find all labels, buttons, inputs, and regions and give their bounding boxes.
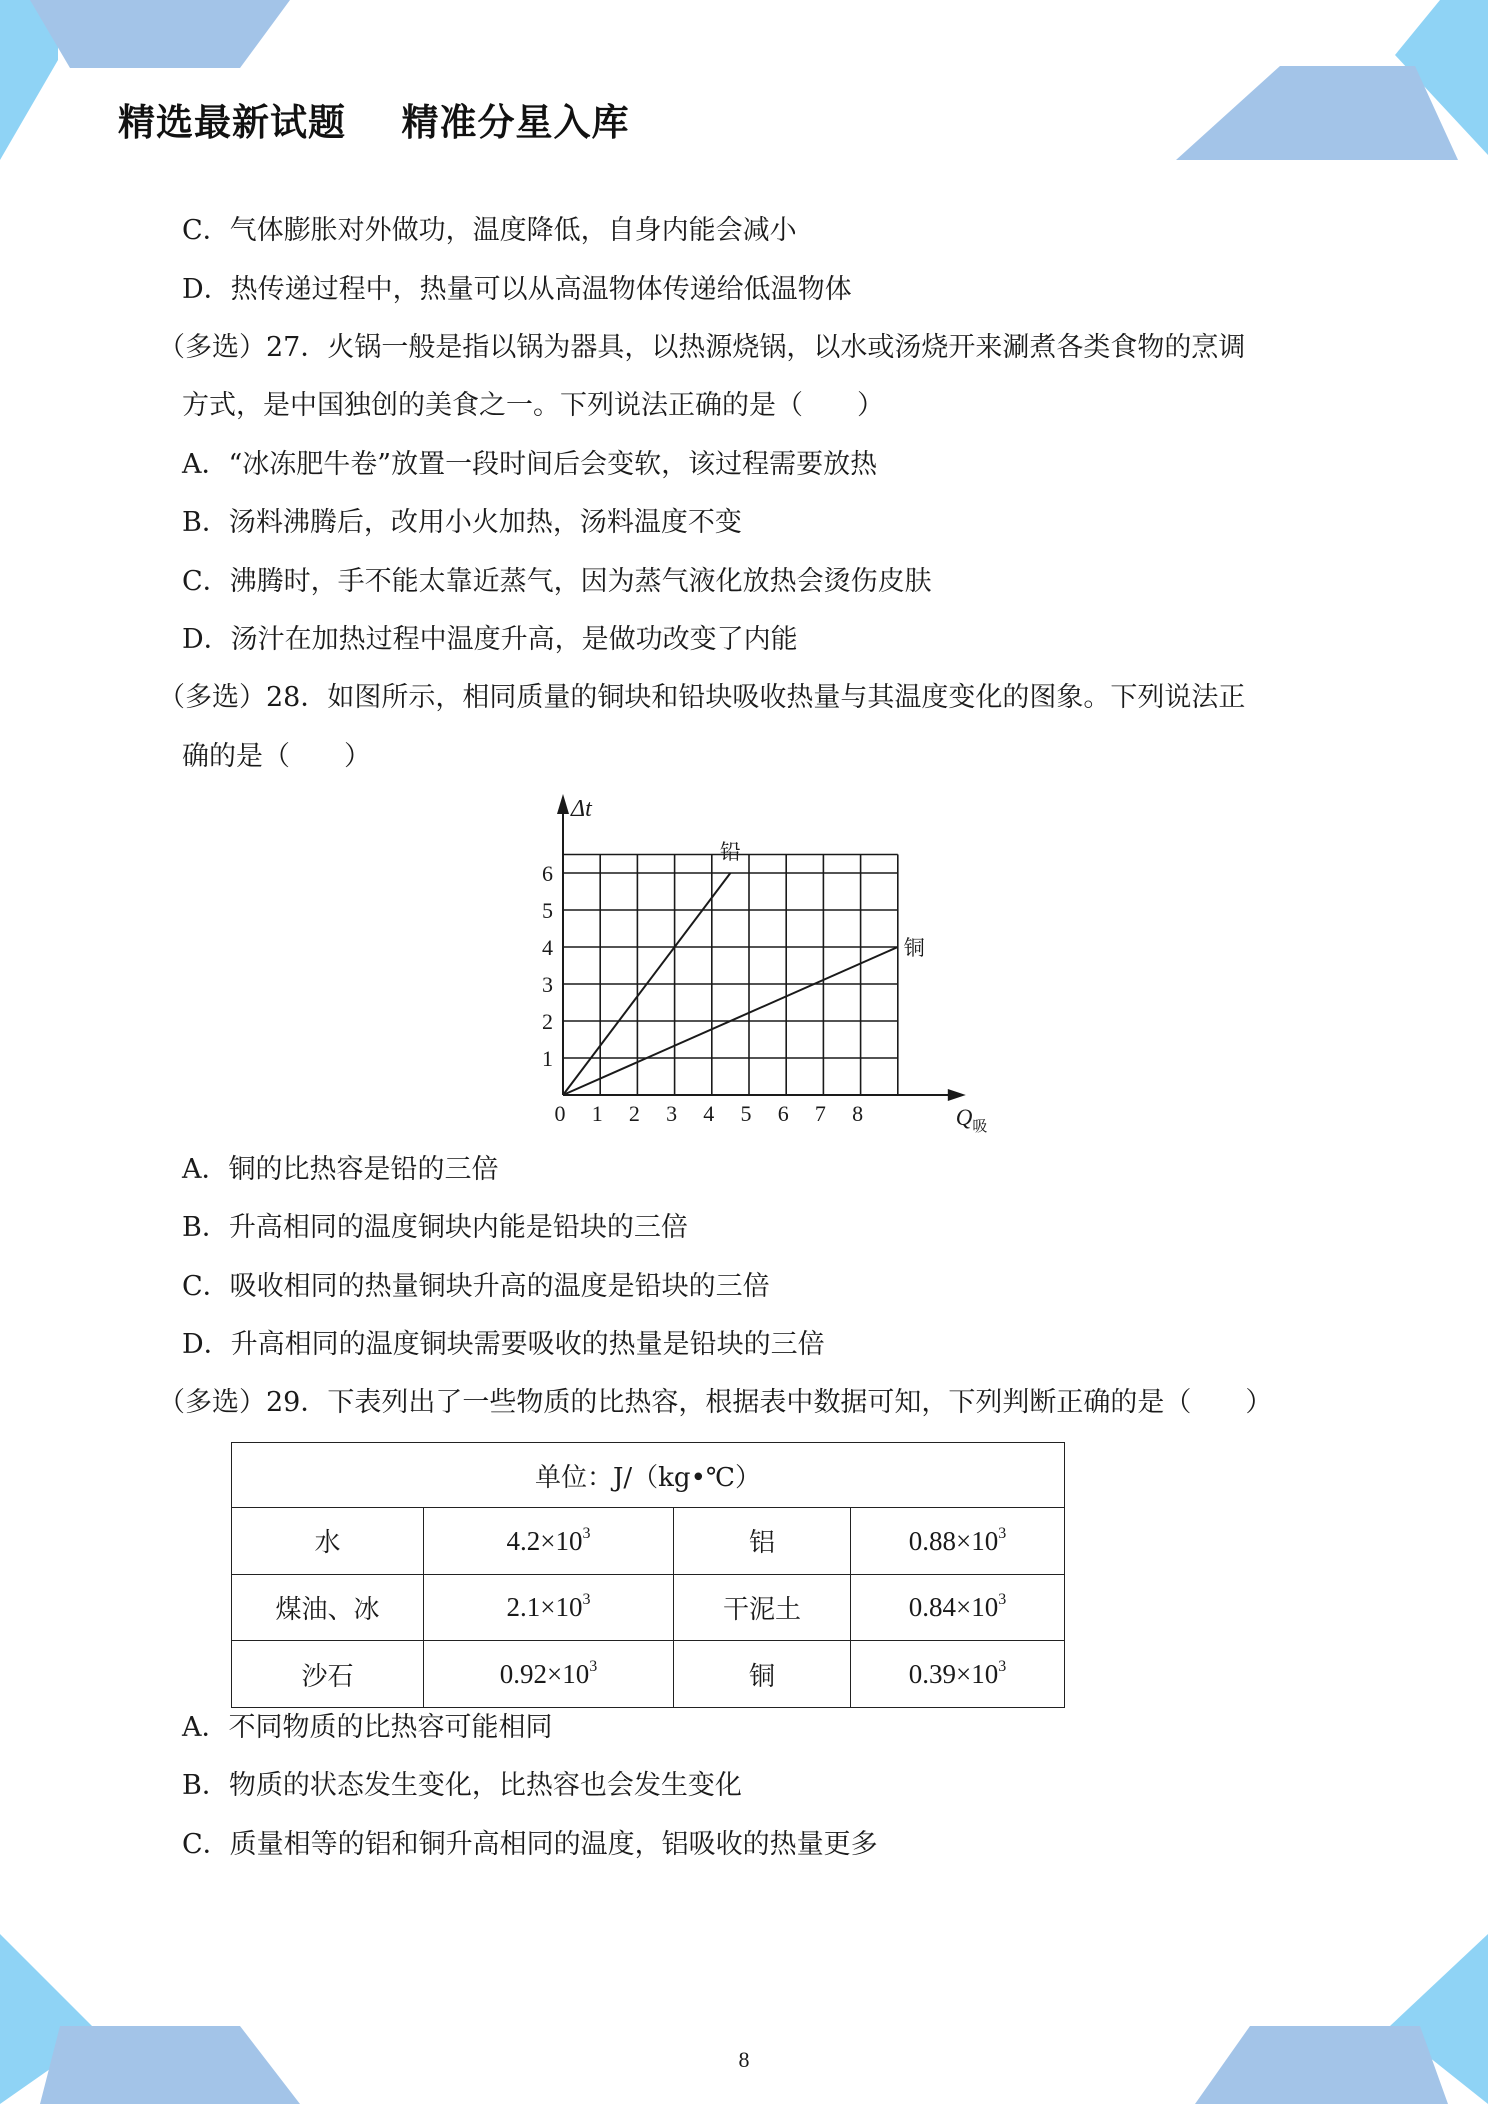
y-tick-label: 1 [542, 1046, 553, 1071]
x-tick-label: 5 [740, 1101, 752, 1126]
deco-left-trapezoid [30, 0, 290, 68]
value-cell: $2.1\times 10^3$ [424, 1574, 674, 1641]
y-axis-label: Δt [571, 796, 592, 822]
q29-option-c: C．质量相等的铝和铜升高相同的温度，铝吸收的热量更多 [182, 1829, 878, 1860]
x-tick-label: 6 [777, 1101, 789, 1126]
deco-right-trapezoid [1176, 66, 1458, 160]
q28-stem-line2: 确的是（ ） [182, 741, 371, 772]
q29-stem: （多选）29．下表列出了一些物质的比热容，根据表中数据可知，下列判断正确的是（ ） [158, 1387, 1273, 1418]
q29-option-b: B．物质的状态发生变化，比热容也会发生变化 [182, 1770, 742, 1801]
q27-option-b: B．汤料沸腾后，改用小火加热，汤料温度不变 [182, 507, 742, 538]
q26-option-c: C．气体膨胀对外做功，温度降低，自身内能会减小 [182, 215, 797, 246]
value-cell: $0.88\times 10^3$ [851, 1508, 1065, 1575]
table-header: 单位：J/（kg•℃） [232, 1443, 1065, 1508]
table-row [232, 1574, 1065, 1641]
substance-cell: 沙石 [232, 1641, 424, 1708]
page-number: 8 [738, 2047, 750, 2072]
footer-decoration [0, 1934, 1488, 2104]
q28-chart [518, 788, 998, 1138]
substance-cell: 干泥土 [674, 1574, 851, 1641]
x-tick-label: 2 [628, 1101, 640, 1126]
y-tick-label: 6 [542, 861, 553, 886]
q28-stem-line1: （多选）28．如图所示，相同质量的铜块和铅块吸收热量与其温度变化的图象。下列说法正 [158, 682, 1246, 713]
q28-option-c: C．吸收相同的热量铜块升高的温度是铅块的三倍 [182, 1271, 770, 1302]
q27-option-a: A．“冰冻肥牛卷”放置一段时间后会变软，该过程需要放热 [182, 449, 878, 480]
substance-cell: 铝 [674, 1508, 851, 1575]
y-tick-label: 4 [542, 935, 553, 960]
q28-option-d: D．升高相同的温度铜块需要吸收的热量是铅块的三倍 [182, 1329, 825, 1360]
x-tick-label: 4 [703, 1101, 715, 1126]
value-cell: $0.39\times 10^3$ [851, 1641, 1065, 1708]
q29-option-a: A．不同物质的比热容可能相同 [182, 1712, 553, 1743]
q27-stem-line1: （多选）27．火锅一般是指以锅为器具，以热源烧锅，以水或汤烧开来涮煮各类食物的烹调 [158, 332, 1246, 363]
q27-option-d: D．汤汁在加热过程中温度升高，是做功改变了内能 [182, 624, 798, 655]
q28-option-b: B．升高相同的温度铜块内能是铅块的三倍 [182, 1212, 688, 1243]
y-tick-label: 3 [542, 972, 553, 997]
x-tick-label: 1 [591, 1101, 603, 1126]
specific-heat-table [231, 1442, 1065, 1708]
x-tick-label: 0 [554, 1101, 566, 1126]
x-axis-label: $Q_吸$ [955, 1105, 988, 1135]
table-row [232, 1641, 1065, 1708]
value-cell: $0.92\times 10^3$ [424, 1641, 674, 1708]
q26-option-d: D．热传递过程中，热量可以从高温物体传递给低温物体 [182, 274, 852, 305]
x-axis-arrow [948, 1089, 966, 1101]
q28-option-a: A．铜的比热容是铅的三倍 [182, 1154, 499, 1185]
q27-option-c: C．沸腾时，手不能太靠近蒸气，因为蒸气液化放热会烫伤皮肤 [182, 566, 932, 597]
header-title: 精选最新试题 精准分星入库 [118, 101, 630, 144]
series-label: 铜 [903, 936, 925, 960]
x-tick-label: 3 [666, 1101, 678, 1126]
q27-stem-line2: 方式，是中国独创的美食之一。下列说法正确的是（ ） [182, 390, 884, 421]
series-label: 铅 [719, 840, 741, 864]
x-tick-label: 8 [852, 1101, 864, 1126]
y-tick-label: 5 [542, 898, 553, 923]
substance-cell: 铜 [674, 1641, 851, 1708]
y-axis-arrow [557, 794, 569, 814]
substance-cell: 水 [232, 1508, 424, 1575]
x-tick-label: 7 [814, 1101, 826, 1126]
substance-cell: 煤油、冰 [232, 1574, 424, 1641]
value-cell: $0.84\times 10^3$ [851, 1574, 1065, 1641]
table-row [232, 1508, 1065, 1575]
y-tick-label: 2 [542, 1009, 553, 1034]
value-cell: $4.2\times 10^3$ [424, 1508, 674, 1575]
